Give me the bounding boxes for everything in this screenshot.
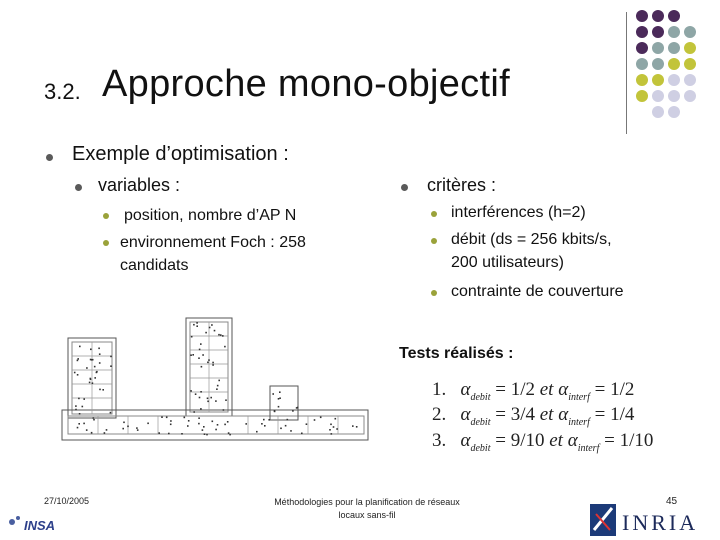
floor-plan-mark [91, 432, 93, 434]
floor-plan-mark [200, 343, 202, 345]
floor-plan-mark [90, 349, 92, 351]
floor-plan-mark [110, 356, 112, 358]
floor-plan-mark [184, 417, 186, 419]
test-number: 3. [432, 430, 447, 451]
floor-plan-mark [91, 359, 93, 361]
floor-plan-mark [297, 407, 299, 409]
decorative-dot [636, 58, 648, 70]
tests-heading: Tests réalisés : [399, 345, 514, 362]
floor-plan-mark [278, 406, 280, 408]
intro-text: Exemple d’optimisation : [72, 143, 289, 165]
test-formula: 1. $\alpha_{debit} = 1/2$ et $\alpha_{interf} = 1/2$ [432, 379, 635, 403]
floor-plan-mark [198, 357, 200, 359]
floor-plan-mark [102, 389, 104, 391]
floor-plan-mark [200, 391, 202, 393]
criteres-heading: critères : [427, 175, 497, 195]
bullet-icon [431, 290, 437, 296]
floor-plan-mark [86, 429, 88, 431]
decorative-dot [668, 90, 680, 102]
floor-plan-mark [190, 354, 192, 356]
decorative-dot [652, 58, 664, 70]
floor-plan-mark [203, 426, 205, 428]
floor-plan-mark [75, 405, 77, 407]
decorative-dot [636, 90, 648, 102]
svg-text:INSA: INSA [24, 518, 56, 533]
floor-plan-mark [214, 330, 216, 332]
decorative-dot [668, 58, 680, 70]
floor-plan-mark [215, 400, 217, 402]
floor-plan-mark [136, 427, 138, 429]
floor-plan-mark [86, 367, 88, 369]
floor-plan-mark [207, 398, 209, 400]
floor-plan-mark [94, 366, 96, 368]
floor-plan-mark [268, 419, 270, 421]
floor-plan-mark [82, 406, 84, 408]
floor-plan-mark [78, 423, 80, 425]
bullet-icon [75, 184, 82, 191]
floor-plan-mark [314, 419, 316, 421]
floor-plan-mark [212, 421, 214, 423]
variable-item: candidats [120, 257, 189, 274]
floor-plan-mark [89, 382, 91, 384]
inria-logo [588, 500, 718, 540]
floor-plan-mark [187, 425, 189, 427]
floor-plan-mark [123, 422, 125, 424]
floor-plan-mark [263, 419, 265, 421]
floor-plan-mark [74, 372, 76, 374]
floor-plan-mark [218, 380, 220, 382]
floor-plan-mark [110, 365, 112, 367]
floor-plan-mark [170, 420, 172, 422]
floor-plan-mark [198, 423, 200, 425]
floor-plan-mark [229, 434, 231, 436]
floor-plan-mark [166, 417, 168, 419]
floor-plan-mark [287, 419, 289, 421]
floor-plan-mark [336, 428, 338, 430]
floor-plan-mark [90, 378, 92, 380]
floor-plan-mark [110, 412, 112, 414]
floor-plan-mark [209, 327, 211, 329]
floor-plan-mark [222, 335, 224, 337]
footer-date: 27/10/2005 [44, 496, 90, 506]
floor-plan-mark [215, 429, 217, 431]
floor-plan-mark [225, 399, 227, 401]
floor-plan-mark [224, 346, 226, 348]
floor-plan-mark [106, 429, 108, 431]
bullet-icon [46, 154, 53, 161]
section-number: 3.2. [44, 79, 81, 104]
floor-plan-mark [198, 417, 200, 419]
floor-plan-mark [77, 427, 79, 429]
floor-plan-mark [92, 382, 94, 384]
floor-plan-mark [93, 419, 95, 421]
floor-plan-mark [335, 418, 337, 420]
floor-plan-mark [196, 322, 198, 324]
floor-plan-mark [161, 416, 163, 418]
floor-plan-image [58, 316, 378, 462]
floor-plan-mark [78, 398, 80, 400]
footer-title: Méthodologies pour la planification de réseaux locaux sans-fil [274, 497, 460, 520]
floor-plan-mark [256, 431, 258, 433]
decorative-dot [636, 10, 648, 22]
decorative-dot [652, 10, 664, 22]
floor-plan-mark [98, 348, 100, 350]
critere-item: contrainte de couverture [451, 283, 624, 300]
floor-plan-mark [158, 432, 160, 434]
floor-plan-mark [79, 346, 81, 348]
decorative-dot [668, 10, 680, 22]
floor-plan-mark [224, 424, 226, 426]
floor-plan-mark [217, 385, 219, 387]
critere-item: 200 utilisateurs) [451, 254, 564, 271]
divider-line [626, 12, 627, 134]
floor-plan-mark [77, 374, 79, 376]
page-title: Approche mono-objectif [102, 63, 510, 105]
decorative-dot [668, 74, 680, 86]
floor-plan-mark [77, 360, 79, 362]
floor-plan-mark [147, 423, 149, 425]
floor-plan-mark [127, 426, 129, 428]
decorative-dot [684, 74, 696, 86]
floor-plan-mark [223, 409, 225, 411]
floor-plan-mark [245, 423, 247, 425]
variable-item: position, nombre d’AP N [124, 207, 297, 224]
test-formula: 2. $\alpha_{debit} = 3/4$ et $\alpha_{interf} = 1/4$ [432, 404, 635, 428]
floor-plan-mark [199, 349, 201, 351]
floor-plan-mark [217, 424, 219, 426]
floor-plan-mark [170, 424, 172, 426]
floor-plan-mark [137, 429, 139, 431]
floor-plan-mark [83, 398, 85, 400]
floor-plan-mark [356, 426, 358, 428]
floor-plan-mark [199, 397, 201, 399]
bullet-icon [431, 238, 437, 244]
floor-plan-mark [228, 432, 230, 434]
decorative-dot [636, 26, 648, 38]
floor-plan-mark [193, 324, 195, 326]
critere-item: débit (ds = 256 kbits/s, [451, 231, 612, 248]
floor-plan-mark [278, 398, 280, 400]
floor-plan-mark [181, 433, 183, 435]
floor-plan-mark [204, 433, 206, 435]
floor-plan-mark [99, 353, 101, 355]
floor-plan-mark [104, 432, 106, 434]
floor-plan-mark [192, 354, 194, 356]
floor-plan-mark [99, 389, 101, 391]
floor-plan-mark [306, 423, 308, 425]
test-number: 2. [432, 404, 447, 425]
decorative-dot [636, 74, 648, 86]
decorative-dot-grid [636, 10, 720, 122]
floor-plan-mark [195, 393, 197, 395]
floor-plan-mark [79, 413, 81, 415]
decorative-dot [652, 90, 664, 102]
floor-plan-mark [333, 426, 335, 428]
bullet-icon [103, 213, 109, 219]
floor-plan-mark [208, 359, 210, 361]
floor-plan-mark [261, 423, 263, 425]
floor-plan-mark [292, 410, 294, 412]
floor-plan-mark [210, 397, 212, 399]
floor-plan-mark [212, 364, 214, 366]
decorative-dot [684, 90, 696, 102]
floor-plan-mark [190, 390, 192, 392]
bullet-icon [431, 211, 437, 217]
floor-plan-mark [274, 410, 276, 412]
bullet-icon [103, 240, 109, 246]
floor-plan-mark [329, 429, 331, 431]
floor-plan-mark [285, 425, 287, 427]
floor-plan-mark [272, 393, 274, 395]
floor-plan-mark [202, 354, 204, 356]
floor-plan-mark [202, 429, 204, 431]
svg-text:INRIA: INRIA [622, 510, 699, 535]
floor-plan-mark [188, 420, 190, 422]
floor-plan-mark [264, 425, 266, 427]
floor-plan-mark [331, 433, 333, 435]
floor-plan-mark [301, 433, 303, 435]
floor-plan-mark [196, 325, 198, 327]
decorative-dot [652, 42, 664, 54]
decorative-dot [668, 42, 680, 54]
decorative-dot [684, 26, 696, 38]
floor-plan-mark [227, 421, 229, 423]
floor-plan-mark [207, 362, 209, 364]
floor-plan-mark [96, 371, 98, 373]
floor-plan-mark [206, 434, 208, 436]
decorative-dot [636, 42, 648, 54]
floor-plan-mark [99, 362, 101, 364]
floor-plan-mark [216, 388, 218, 390]
floor-plan-mark [330, 424, 332, 426]
floor-plan-mark [212, 362, 214, 364]
floor-plan-mark [94, 377, 96, 379]
floor-plan-mark [211, 324, 213, 326]
floor-plan-mark [168, 433, 170, 435]
floor-plan-mark [93, 417, 95, 419]
decorative-dot [652, 26, 664, 38]
floor-plan-mark [279, 397, 281, 399]
decorative-dot [668, 26, 680, 38]
insa-logo [4, 508, 60, 538]
floor-plan-mark [191, 336, 193, 338]
floor-plan-mark [77, 358, 79, 360]
decorative-dot [652, 74, 664, 86]
floor-plan-mark [193, 411, 195, 413]
variables-heading: variables : [98, 175, 181, 195]
critere-item: interférences (h=2) [451, 204, 586, 221]
floor-plan-mark [122, 428, 124, 430]
page-number: 45 [666, 496, 678, 507]
decorative-dot [668, 106, 680, 118]
decorative-dot [652, 106, 664, 118]
bullet-icon [401, 184, 408, 191]
floor-plan-mark [320, 417, 322, 419]
floor-plan-mark [279, 391, 281, 393]
floor-plan-mark [352, 425, 354, 427]
variable-item: environnement Foch : 258 [120, 234, 306, 251]
floor-plan-mark [220, 334, 222, 336]
floor-plan-mark [200, 408, 202, 410]
decorative-dot [684, 42, 696, 54]
test-formula: 3. $\alpha_{debit} = 9/10$ et $\alpha_{interf} = 1/10$ [432, 430, 654, 454]
floor-plan-mark [218, 334, 220, 336]
test-number: 1. [432, 379, 447, 400]
floor-plan-mark [75, 409, 77, 411]
floor-plan-mark [205, 332, 207, 334]
floor-plan-mark [83, 423, 85, 425]
floor-plan-mark [201, 366, 203, 368]
floor-plan-mark [207, 401, 209, 403]
floor-plan-mark [280, 428, 282, 430]
decorative-dot [684, 58, 696, 70]
floor-plan-mark [290, 430, 292, 432]
